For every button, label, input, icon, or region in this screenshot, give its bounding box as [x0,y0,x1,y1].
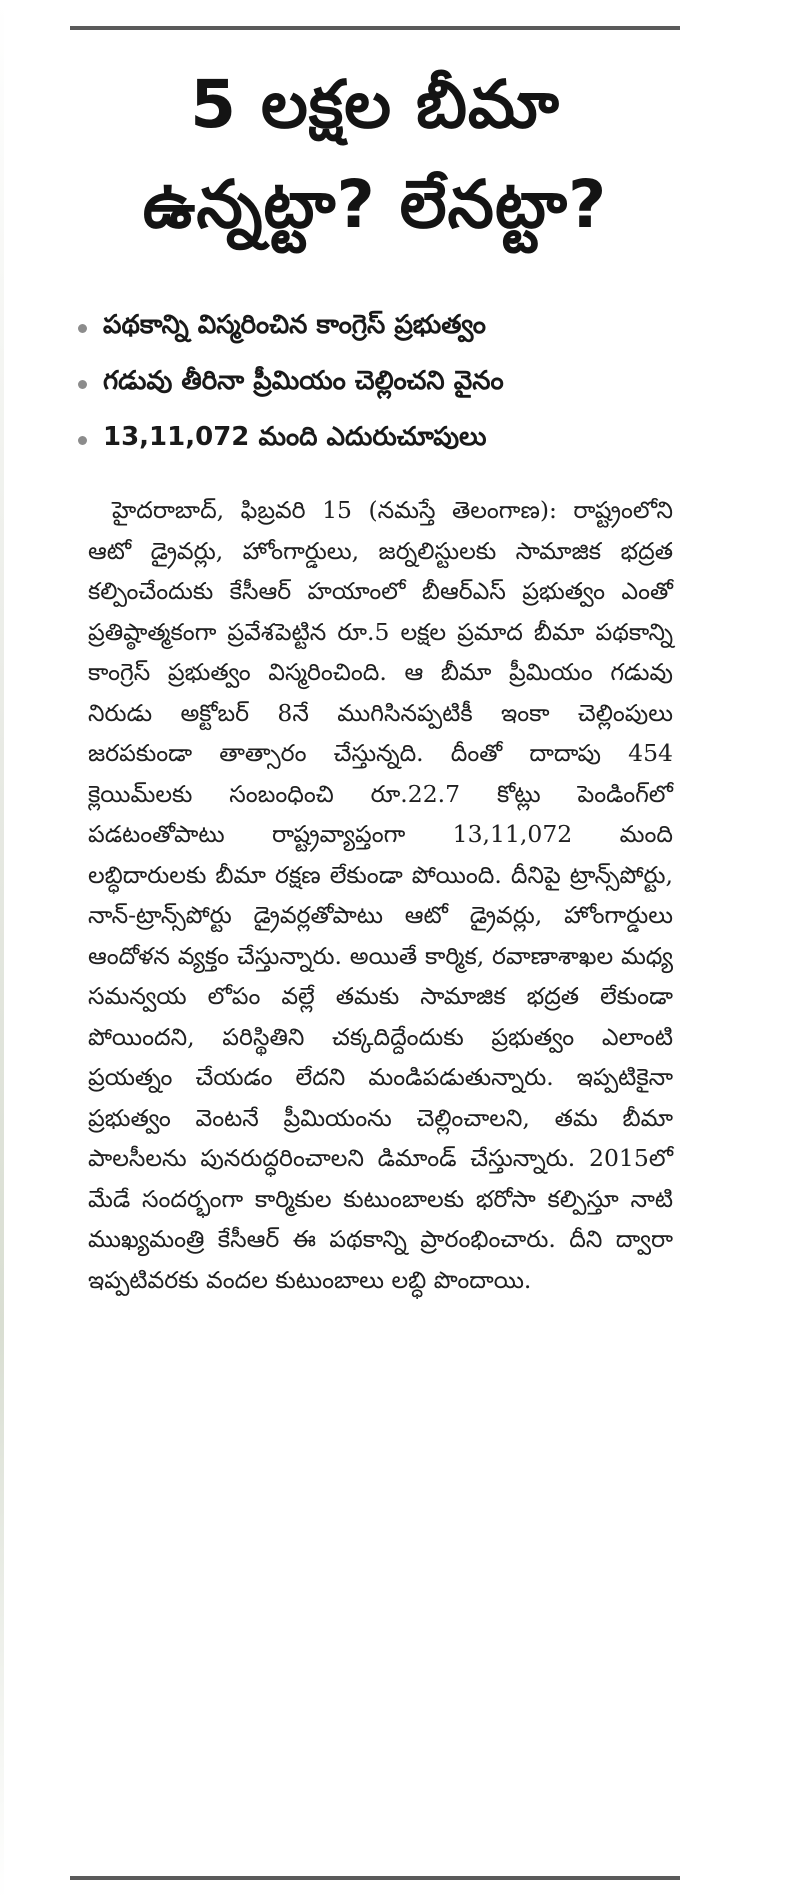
bullet-text: గడువు తీరినా ప్రీమియం చెల్లించని వైనం [103,366,504,396]
bullet-dot-icon [78,324,87,333]
headline-line-2: ఉన్నట్టా? లేనట్టా? [142,166,608,243]
page-edge-shadow [0,0,4,1900]
article-body: హైదరాబాద్, ఫిబ్రవరి 15 (నమస్తే తెలంగాణ): రాష్ట్రంలోని ఆటో డ్రైవర్లు, హోంగార్డులు, జర్నలిస్టులకు సామాజిక భద్రత కల్పించేందుకు కేసీఆర్ హయాంలో బీఆర్ఎస్ ప్రభుత్వం ఎంతో ప్రతిష్ఠాత్మకంగా ప్రవేశపెట్టిన రూ.5 లక్షల ప్రమాద బీమా పథకాన్ని కాంగ్రెస్ ప్రభుత్వం విస్మరించింది. ఆ బీమా ప్రీమియం గడువు నిరుడు అక్టోబర్ 8నే ముగిసినప్పటికీ ఇంకా చెల్లింపులు జరపకుండా తాత్సారం చేస్తున్నది. దీంతో దాదాపు 454 క్లెయిమ్‌లకు సంబంధించి రూ.22.7 కోట్లు పెండింగ్‌లో పడటంతోపాటు రాష్ట్రవ్యాప్తంగా 13,11,072 మంది లబ్ధిదారులకు బీమా రక్షణ లేకుండా పోయింది. దీనిపై ట్రాన్స్‌పోర్టు, నాన్-ట్రాన్స్‌పోర్టు డ్రైవర్లతోపాటు ఆటో డ్రైవర్లు, హోంగార్డులు ఆందోళన వ్యక్తం చేస్తున్నారు. అయితే కార్మిక, రవాణాశాఖల మధ్య సమన్వయ లోపం వల్లే తమకు సామాజిక భద్రత లేకుండా పోయిందని, పరిస్థితిని చక్కదిద్దేందుకు ప్రభుత్వం ఎలాంటి ప్రయత్నం చేయడం లేదని మండిపడుతున్నారు. ఇప్పటికైనా ప్రభుత్వం వెంటనే ప్రీమియంను చెల్లించాలని, తమ బీమా పాలసీలను పునరుద్ధరించాలని డిమాండ్ చేస్తున్నారు. 2015లో మేడే సందర్భంగా కార్మికుల కుటుంబాలకు భరోసా కల్పిస్తూ నాటి ముఖ్యమంత్రి కేసీఆర్ ఈ పథకాన్ని ప్రారంభించారు. దీని ద్వారా ఇప్పటివరకు వందల కుటుంబాలు లబ్ధి పొందాయి. [88,496,673,1294]
bullet-text: 13,11,072 మంది ఎదురుచూపులు [103,422,487,452]
bottom-divider [70,1876,680,1880]
bullet-item [78,356,678,412]
bullet-item [78,300,678,356]
bullet-dot-icon [78,436,87,445]
bullet-text: పథకాన్ని విస్మరించిన కాంగ్రెస్ ప్రభుత్వం [103,310,486,340]
subheadline-bullets [78,300,678,468]
top-divider [70,26,680,30]
headline-line-1: 5 లక్షల బీమా [190,66,560,143]
headline [70,55,680,255]
bullet-item [78,412,678,468]
bullet-dot-icon [78,380,87,389]
